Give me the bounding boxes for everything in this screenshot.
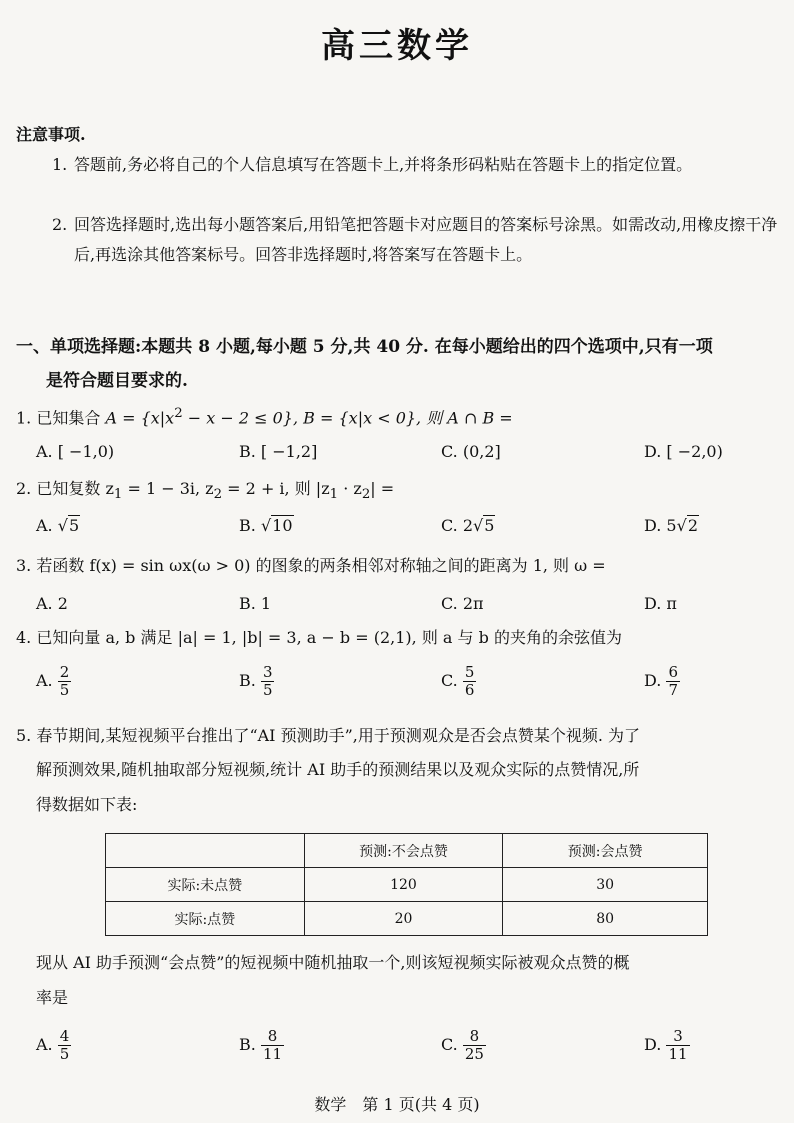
option-a[interactable] [36,1028,71,1063]
option-label: B. [239,516,261,535]
subscript: 2 [361,487,371,503]
question-stem-line1: 春节期间,某短视频平台推出了“AI 预测助手”,用于预测观众是否会点赞某个视频. 为了 [36,726,641,745]
notice-item-1 [52,150,782,180]
numerator: 6 [668,663,678,681]
fraction [261,664,275,699]
option-label: A. [36,516,58,535]
denominator: 5 [262,681,273,699]
table-cell: 120 [304,868,503,902]
notice-item-2 [52,210,782,270]
option-d[interactable]: D. 5√2 [644,516,698,535]
option-label: C. 2 [441,516,474,535]
question-2 [16,473,786,511]
subscript: 2 [213,487,223,503]
question-stem: 已知向量 a, b 满足 |a| = 1, |b| = 3, a − b = (2,1), 则 a 与 b 的夹角的余弦值为 [36,628,622,647]
option-d[interactable]: D. π [644,594,677,613]
numerator: 5 [464,663,475,681]
fraction [463,1028,486,1063]
table-header-cell: 预测:不会点赞 [304,834,503,868]
table-cell: 实际:未点赞 [106,868,305,902]
option-label: B. [239,1035,261,1054]
subscript: 1 [329,487,339,503]
stem-part: = 2 + i, 则 |z [222,479,330,498]
question-number: 3. [16,556,32,575]
fraction [666,664,680,699]
option-c[interactable] [441,1028,486,1063]
numerator: 3 [666,1028,689,1046]
page-title: 高三数学 [321,26,473,66]
question-5 [16,720,786,752]
option-a[interactable]: A. 2 [36,594,68,613]
fraction [261,1028,284,1063]
question-5-options [36,1028,786,1064]
data-table [105,833,708,936]
question-3 [16,550,786,582]
option-b[interactable]: B. 1 [239,594,272,613]
set-a-expr: A = {x|x [105,408,175,428]
subscript: 1 [113,487,123,503]
section-heading-line2: 是符合题目要求的. [46,371,188,391]
notice-item-number: 2. [52,215,68,234]
option-b[interactable] [239,1028,284,1063]
radicand: 2 [687,516,698,535]
table-cell: 80 [503,902,708,936]
notice-item-text: 答题前,务必将自己的个人信息填写在答题卡上,并将条形码粘贴在答题卡上的指定位置。 [74,155,693,174]
option-b[interactable] [239,664,274,699]
stem-part: · z [338,479,362,498]
table-row [106,902,708,936]
stem-part: = 1 − 3i, z [122,479,214,498]
radicand: 5 [68,516,80,535]
exponent: 2 [174,406,183,421]
option-label: A. [36,671,58,690]
question-4-options [36,664,786,700]
section-heading [16,330,782,398]
option-label: B. [239,671,261,690]
question-1 [16,398,786,434]
option-d[interactable] [644,1028,690,1063]
denominator: 6 [464,681,475,699]
option-b[interactable]: B. [ −1,2] [239,442,318,461]
option-c[interactable]: C. 2π [441,594,484,613]
radicand: 10 [272,516,293,535]
question-stem: 已知集合 [36,408,106,428]
numerator: 2 [59,663,70,681]
option-label: D. [644,1035,667,1054]
table-cell: 实际:点赞 [106,902,305,936]
option-d[interactable]: D. [ −2,0) [644,442,723,461]
table-header-row [106,834,708,868]
stem-part: | = [370,479,395,498]
denominator: 25 [464,1045,484,1063]
notice-item-number: 1. [52,155,68,174]
table-cell: 30 [503,868,708,902]
section-heading-line1: 一、单项选择题:本题共 8 小题,每小题 5 分,共 40 分. 在每小题给出的四个选项中,只有一项 [16,337,713,357]
question-5-after-line2: 率是 [36,988,69,1007]
option-c[interactable]: C. (0,2] [441,442,501,461]
fraction [58,664,72,699]
option-a[interactable]: A. √5 [36,516,80,535]
option-a[interactable]: A. [ −1,0) [36,442,115,461]
option-a[interactable] [36,664,71,699]
option-b[interactable]: B. √10 [239,516,293,535]
denominator: 5 [59,1045,70,1063]
table-header-cell: 预测:会点赞 [503,834,708,868]
numerator: 3 [262,663,273,681]
denominator: 11 [668,1045,688,1063]
question-number: 4. [16,628,32,647]
fraction [463,664,477,699]
option-label: D. [644,671,667,690]
question-2-options [36,516,786,552]
question-number: 5. [16,726,32,745]
question-5-after-line1: 现从 AI 助手预测“会点赞”的短视频中随机抽取一个,则该短视频实际被观众点赞的概 [36,953,630,972]
option-c[interactable] [441,664,476,699]
question-5-line3: 得数据如下表: [36,795,138,814]
option-c[interactable]: C. 2√5 [441,516,495,535]
table-cell: 20 [304,902,503,936]
fraction [666,1028,689,1063]
set-expr-rest: − x − 2 ≤ 0}, B = {x|x < 0}, 则 A ∩ B = [182,408,513,428]
table-header-cell [106,834,305,868]
option-label: D. 5 [644,516,677,535]
question-number: 2. [16,479,32,498]
notice-heading: 注意事项. [16,125,86,144]
denominator: 7 [668,681,678,699]
question-stem: 若函数 f(x) = sin ωx(ω > 0) 的图象的两条相邻对称轴之间的距离为 1, 则 ω = [36,556,606,575]
numerator: 8 [463,1028,486,1046]
numerator: 8 [261,1028,284,1046]
page-footer: 数学 第 1 页(共 4 页) [314,1095,480,1114]
question-4 [16,622,786,654]
numerator: 4 [59,1027,70,1045]
stem-part: 已知复数 z [36,479,114,498]
option-d[interactable] [644,664,680,699]
option-label: C. [441,671,463,690]
question-number: 1. [16,408,32,428]
radicand: 5 [484,516,495,535]
fraction [58,1028,72,1063]
denominator: 11 [262,1045,283,1063]
option-label: A. [36,1035,58,1054]
denominator: 5 [59,681,70,699]
notice-item-text: 回答选择题时,选出每小题答案后,用铅笔把答题卡对应题目的答案标号涂黑。如需改动,用橡皮擦干净后,再选涂其他答案标号。回答非选择题时,将答案写在答题卡上。 [74,215,778,264]
option-label: C. [441,1035,463,1054]
table-row [106,868,708,902]
question-5-line2: 解预测效果,随机抽取部分短视频,统计 AI 助手的预测结果以及观众实际的点赞情况,所 [36,760,640,779]
